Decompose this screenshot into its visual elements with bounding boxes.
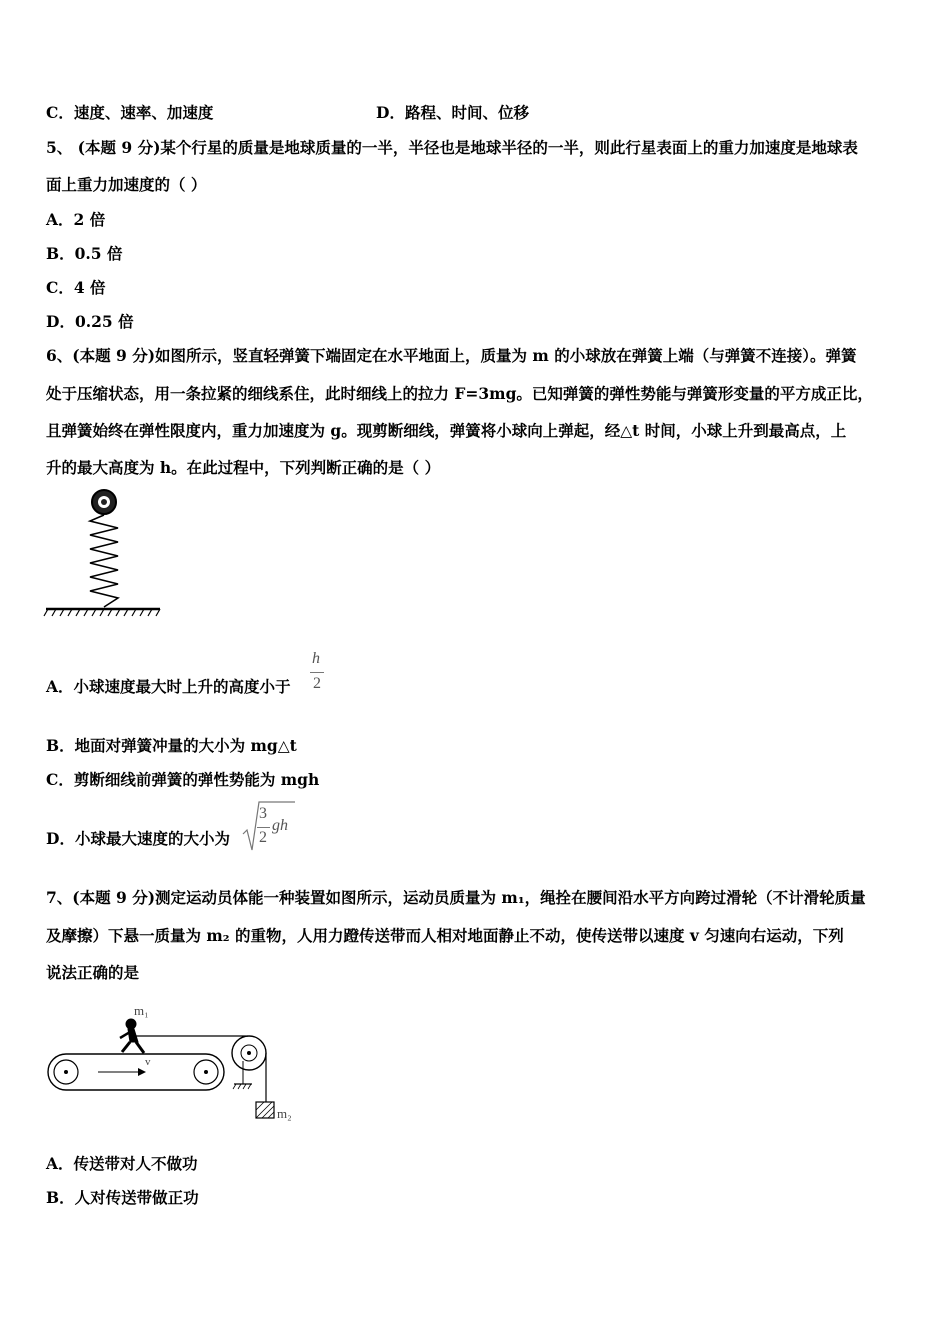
q6-option-a: A．小球速度最大时上升的高度小于 xyxy=(46,677,291,696)
q5-stem-line1: 5、 (本题 9 分)某个行星的质量是地球质量的一半，半径也是地球半径的一半，则此行星表面上的重力加速度是地球表 xyxy=(46,138,858,157)
fraction-denominator-2: 2 xyxy=(313,675,321,692)
sqrt-fraction-bar xyxy=(257,827,270,828)
q5-option-b: B．0.5 倍 xyxy=(46,244,123,263)
q5-option-d: D．0.25 倍 xyxy=(46,312,134,331)
q5-option-c: C．4 倍 xyxy=(46,278,106,297)
conveyor-figure xyxy=(46,1002,306,1132)
sqrt-numerator-3: 3 xyxy=(259,805,267,822)
q6-stem-line4: 升的最大高度为 h。在此过程中，下列判断正确的是（ ） xyxy=(46,458,441,477)
q7-option-a: A．传送带对人不做功 xyxy=(46,1154,198,1173)
q6-option-c: C．剪断细线前弹簧的弹性势能为 mgh xyxy=(46,770,320,789)
q5-option-a: A．2 倍 xyxy=(46,210,106,229)
q4-option-c: C．速度、速率、加速度 xyxy=(46,103,214,122)
q6-option-d: D．小球最大速度的大小为 xyxy=(46,829,230,848)
fraction-bar xyxy=(310,672,324,673)
label-m1: m₁ xyxy=(134,1003,149,1018)
q6-option-b: B．地面对弹簧冲量的大小为 mg△t xyxy=(46,736,297,755)
q5-stem-line2: 面上重力加速度的（ ） xyxy=(46,175,207,194)
q6-stem-line3: 且弹簧始终在弹性限度内，重力加速度为 g。现剪断细线，弹簧将小球向上弹起，经△t 时间，小球上升到最高点，上 xyxy=(46,421,847,440)
sqrt-denominator-2: 2 xyxy=(259,829,267,846)
q6-stem-line2: 处于压缩状态，用一条拉紧的细线系住，此时细线上的拉力 F=3mg。已知弹簧的弹性势能与弹簧形变量的平方成正比， xyxy=(46,384,873,403)
sqrt-gh: gh xyxy=(272,817,288,834)
q6-stem-line1: 6、(本题 9 分)如图所示，竖直轻弹簧下端固定在水平地面上，质量为 m 的小球放在弹簧上端（与弹簧不连接）。弹簧 xyxy=(46,346,857,365)
fraction-numerator-h: h xyxy=(312,650,320,667)
spring-figure xyxy=(44,485,174,625)
q7-stem-line1: 7、(本题 9 分)测定运动员体能一种装置如图所示，运动员质量为 m₁，绳拴在腰间沿水平方向跨过滑轮（不计滑轮质量 xyxy=(46,888,866,907)
q7-option-b: B．人对传送带做正功 xyxy=(46,1188,199,1207)
q7-stem-line3: 说法正确的是 xyxy=(46,963,140,982)
label-m2: m₂ xyxy=(277,1106,292,1121)
label-v: v xyxy=(145,1056,151,1068)
q4-option-d: D．路程、时间、位移 xyxy=(376,103,529,122)
q7-stem-line2: 及摩擦）下悬一质量为 m₂ 的重物，人用力蹬传送带而人相对地面静止不动，使传送带以速度 v 匀速向右运动，下列 xyxy=(46,926,844,945)
